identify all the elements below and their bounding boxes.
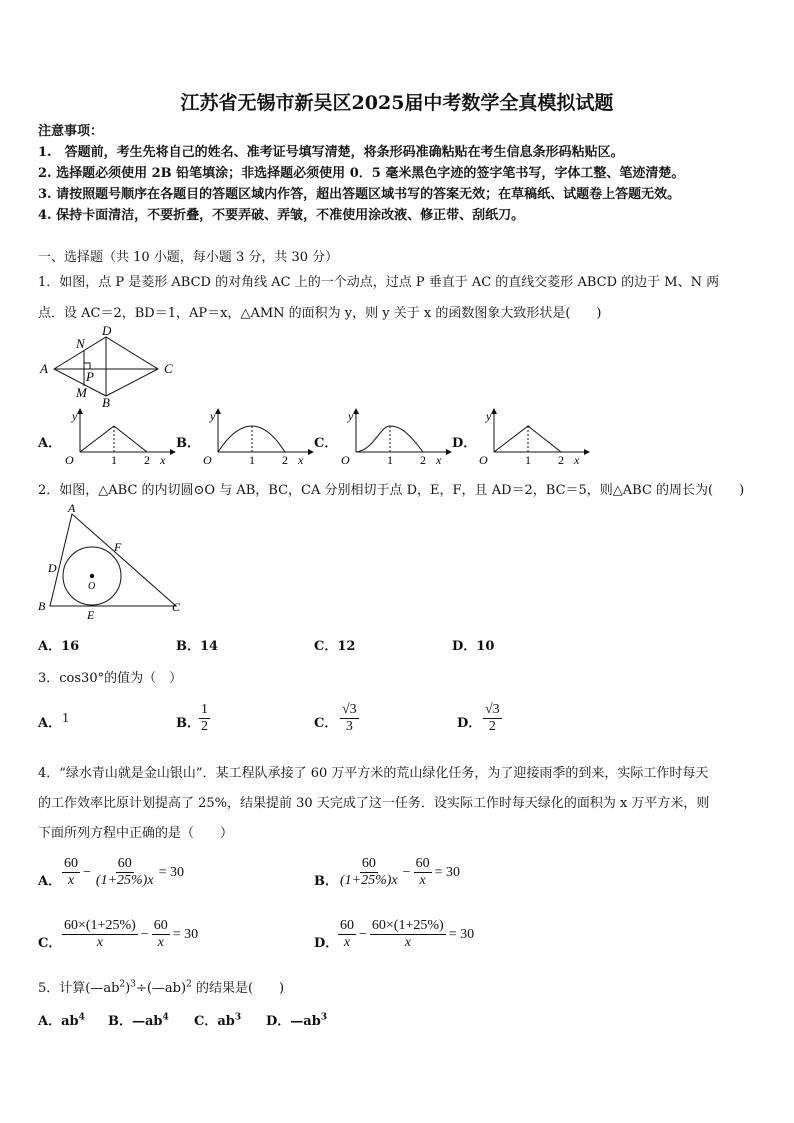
fig-label-o: O [88,581,96,592]
equals-30: = 30 [172,926,199,942]
tick-1: 1 [387,453,393,467]
q4-line-2: 的工作效率比原计划提高了 25%，结果提前 30 天完成了这一任务．设实际工作时每天绿化的面积为 x 万平方米，则 [38,796,710,811]
q5-option-d [266,1010,327,1029]
denominator: 3 [345,719,353,734]
numerator: 60 [415,856,430,871]
axis-x: x [574,453,580,467]
q4-option-b-equation [338,856,460,889]
equals-30: = 30 [448,926,475,942]
q5-part: ÷(—ab) [135,981,187,996]
axis-origin: O [65,453,74,467]
axis-y: y [348,409,354,423]
tick-2: 2 [420,453,426,467]
notice-item-3: 3. 请按照题号顺序在各题目的答题区域内作答，超出答题区域书写的答案无效；在草稿纸、试题卷上答题无效。 [38,187,681,202]
minus-sign: − [83,864,91,880]
tick-1: 1 [249,453,255,467]
equals-30: = 30 [158,864,184,880]
q2-option-b: B．14 [176,639,219,654]
q5-option-b [108,1010,169,1029]
q3-option-d-fraction [483,702,502,735]
axis-x: x [160,453,166,467]
q1-option-d-label: D． [452,436,477,451]
q5-option-text: D．—ab [266,1014,321,1029]
q2-option-a: A．16 [38,639,80,654]
axis-y: y [72,409,78,423]
denominator: 2 [488,719,496,734]
denominator: x [96,935,103,950]
q3-option-a-label: A． [38,716,62,731]
q1-option-b-label: B． [176,436,200,451]
minus-sign: − [359,926,367,942]
rhombus-figure [36,326,186,412]
fig-label-c: C [172,600,181,614]
axis-y: y [486,409,492,423]
notice-item-4: 4. 保持卡面清洁，不要折叠，不要弄破、弄皱，不准使用涂改液、修正带、刮纸刀。 [38,208,525,223]
q1-option-c-label: C． [314,436,338,451]
q5-line [38,977,284,996]
page-title: 江苏省无锡市新吴区2025届中考数学全真模拟试题 [180,92,614,114]
q3-option-d-label: D． [457,716,482,731]
q1-graph-d [474,406,594,470]
equals-30: = 30 [434,864,460,880]
q5-option-sup: 3 [320,1012,328,1023]
q3-option-c-label: C． [314,716,338,731]
minus-sign: − [140,926,149,942]
q3-line: 3．cos30°的值为（ ） [38,671,183,686]
q5-part: 的结果是( ) [191,981,285,996]
fig-label-b: B [102,395,110,410]
fig-label-m: M [76,385,87,400]
q5-option-text: B．—ab [108,1014,163,1029]
q5-option-a [38,1010,85,1029]
q4-line-1: 4．“绿水青山就是金山银山”．某工程队承接了 60 万平方米的荒山绿化任务，为了迎接雨季的到来，实际工作时每天 [38,766,709,781]
tick-2: 2 [282,453,288,467]
tick-2: 2 [144,453,150,467]
q1-line-2: 点．设 AC＝2，BD＝1，AP＝x，△AMN 的面积为 y，则 y 关于 x 的函数图象大致形状是( ) [38,306,602,321]
section-heading: 一、选择题（共 10 小题，每小题 3 分，共 30 分） [38,250,339,265]
denominator: (1+25%)x [95,873,154,888]
q4-option-b-label: B． [314,874,338,889]
fig-label-c: C [164,361,173,376]
q1-graph-a [60,406,180,470]
denominator: x [343,935,351,950]
numerator: 60 [117,856,132,871]
fig-label-a: A [40,361,48,376]
numerator: √3 [342,702,357,717]
q1-line-1: 1．如图，点 P 是菱形 ABCD 的对角线 AC 上的一个动点，过点 P 垂直于 AC 的直线交菱形 ABCD 的边于 M、N 两 [38,275,720,290]
fig-label-a: A [68,501,76,515]
q4-option-a-label: A． [38,874,62,889]
denominator: x [157,935,164,950]
q5-option-text: C．ab [194,1014,235,1029]
fig-label-d: D [102,326,112,338]
q3-option-b-label: B． [176,716,200,731]
q4-option-c-label: C． [38,936,62,951]
minus-sign: − [402,864,411,880]
fig-label-b: B [38,599,46,613]
q5-sup: 2 [119,979,126,990]
fig-label-p: P [86,369,94,384]
axis-origin: O [341,453,350,467]
q5-part: ) [125,981,131,996]
denominator: 2 [201,719,208,734]
numerator: 60 [153,918,168,933]
notice-heading: 注意事项： [38,124,104,139]
q5-option-sup: 4 [162,1012,169,1023]
numerator: 60 [64,856,78,871]
fig-label-n: N [76,336,85,351]
numerator: 60 [361,856,376,871]
q2-line: 2．如图，△ABC 的内切圆⊙O 与 AB，BC，CA 分别相切于点 D，E，F，且 AD＝2，BC＝5，则△ABC 的周长为( ) [38,483,745,498]
q3-option-c-fraction [340,702,359,735]
axis-origin: O [203,453,212,467]
fig-label-f: F [114,540,122,554]
denominator: x [67,873,75,888]
q5-option-text: A．ab [38,1014,79,1029]
q2-option-d: D．10 [452,639,495,654]
q4-option-d-label: D． [314,936,339,951]
q4-option-c-equation [62,918,198,951]
q3-option-a-value: 1 [62,711,69,726]
q5-part: 5．计算(—ab [38,981,120,996]
q5-option-c [194,1010,241,1029]
q4-option-a-equation [62,856,184,889]
numerator: 60 [340,918,354,933]
tick-1: 1 [525,453,531,467]
numerator: 60×(1+25%) [64,918,136,933]
triangle-incircle-figure [32,498,192,622]
denominator: x [404,935,411,950]
q1-graph-b [198,406,318,470]
axis-origin: O [479,453,488,467]
q1-graph-c [336,406,456,470]
numerator: √3 [485,702,500,717]
q2-option-c: C．12 [314,639,356,654]
fig-label-d: D [48,561,57,575]
q5-sup: 3 [130,979,136,990]
numerator: 1 [201,702,208,717]
q4-line-3: 下面所列方程中正确的是（ ） [38,826,234,841]
tick-1: 1 [111,453,117,467]
q1-option-a-label: A． [38,436,62,451]
notice-item-1: 1. 答题前，考生先将自己的姓名、准考证号填写清楚，将条形码准确粘贴在考生信息条形码粘贴区。 [38,145,624,160]
denominator: x [419,873,426,888]
q4-option-d-equation [338,918,474,951]
q5-option-sup: 4 [78,1012,85,1023]
numerator: 60×(1+25%) [371,918,444,933]
q5-option-sup: 3 [234,1012,242,1023]
denominator: (1+25%)x [340,873,398,888]
q3-option-b-fraction [199,702,210,735]
axis-x: x [436,453,442,467]
axis-x: x [298,453,304,467]
notice-item-2: 2. 选择题必须使用 2B 铅笔填涂；非选择题必须使用 0．5 毫米黑色字迹的签字笔书写，字体工整、笔迹清楚。 [38,166,685,181]
tick-2: 2 [558,453,564,467]
axis-y: y [210,409,216,423]
q5-sup: 2 [186,979,192,990]
fig-label-e: E [87,608,95,622]
